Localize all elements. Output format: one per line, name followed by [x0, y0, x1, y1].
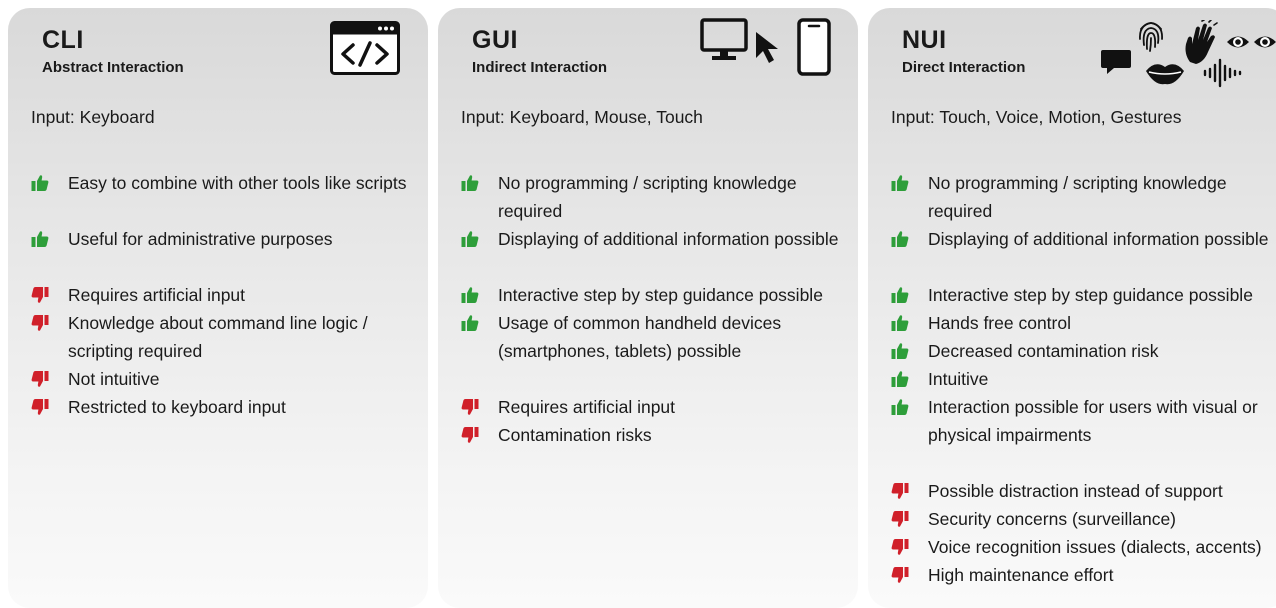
card-title: NUI [902, 26, 947, 54]
thumbs-down-icon [891, 566, 909, 584]
item-text: Interaction possible for users with visual or physical impairments [928, 397, 1258, 445]
thumbs-down-icon [31, 398, 49, 416]
thumbs-down-icon [891, 482, 909, 500]
thumbs-up-icon [891, 286, 909, 304]
thumbs-up-icon [461, 230, 479, 248]
item-text: High maintenance effort [928, 565, 1114, 585]
card-subtitle: Abstract Interaction [42, 59, 184, 76]
card-title: CLI [42, 26, 84, 54]
thumbs-up-icon [31, 230, 49, 248]
thumbs-down-icon [461, 426, 479, 444]
item-text: Easy to combine with other tools like scripts [68, 173, 407, 193]
input-methods: Input: Keyboard, Mouse, Touch [461, 107, 703, 127]
item-text: Hands free control [928, 313, 1071, 333]
card-gui [438, 8, 858, 608]
item-text: Decreased contamination risk [928, 341, 1159, 361]
card-title: GUI [472, 26, 518, 54]
item-text: Usage of common handheld devices (smartphones, tablets) possible [498, 313, 782, 361]
thumbs-down-icon [891, 510, 909, 528]
item-text: Displaying of additional information possible [928, 229, 1269, 249]
thumbs-down-icon [891, 538, 909, 556]
pros-cons-list [8, 8, 428, 608]
pros-cons-list [438, 8, 858, 608]
item-text: Possible distraction instead of support [928, 481, 1223, 501]
item-text: Requires artificial input [498, 397, 676, 417]
pros-cons-list [868, 8, 1276, 608]
card-subtitle: Direct Interaction [902, 59, 1026, 76]
item-text: Requires artificial input [68, 285, 246, 305]
item-text: Intuitive [928, 369, 989, 389]
thumbs-up-icon [891, 174, 909, 192]
thumbs-up-icon [891, 398, 909, 416]
thumbs-down-icon [31, 286, 49, 304]
item-text: Knowledge about command line logic / scripting required [68, 313, 368, 361]
item-text: Security concerns (surveillance) [928, 509, 1177, 529]
item-text: Restricted to keyboard input [68, 397, 286, 417]
thumbs-up-icon [461, 174, 479, 192]
input-methods: Input: Keyboard [31, 107, 155, 127]
thumbs-down-icon [31, 314, 49, 332]
item-text: Contamination risks [498, 425, 652, 445]
thumbs-down-icon [31, 370, 49, 388]
item-text: No programming / scripting knowledge required [498, 173, 797, 221]
item-text: Useful for administrative purposes [68, 229, 333, 249]
thumbs-up-icon [461, 286, 479, 304]
card-nui [868, 8, 1276, 608]
thumbs-up-icon [461, 314, 479, 332]
card-subtitle: Indirect Interaction [472, 59, 608, 76]
thumbs-up-icon [891, 370, 909, 388]
item-text: Displaying of additional information possible [498, 229, 839, 249]
item-text: Interactive step by step guidance possible [928, 285, 1253, 305]
thumbs-up-icon [891, 342, 909, 360]
thumbs-up-icon [31, 174, 49, 192]
input-methods: Input: Touch, Voice, Motion, Gestures [891, 107, 1182, 127]
card-cli [8, 8, 428, 608]
item-text: Interactive step by step guidance possible [498, 285, 823, 305]
item-text: Not intuitive [68, 369, 160, 389]
thumbs-down-icon [461, 398, 479, 416]
thumbs-up-icon [891, 314, 909, 332]
item-text: No programming / scripting knowledge required [928, 173, 1227, 221]
thumbs-up-icon [891, 230, 909, 248]
item-text: Voice recognition issues (dialects, accents) [928, 537, 1262, 557]
